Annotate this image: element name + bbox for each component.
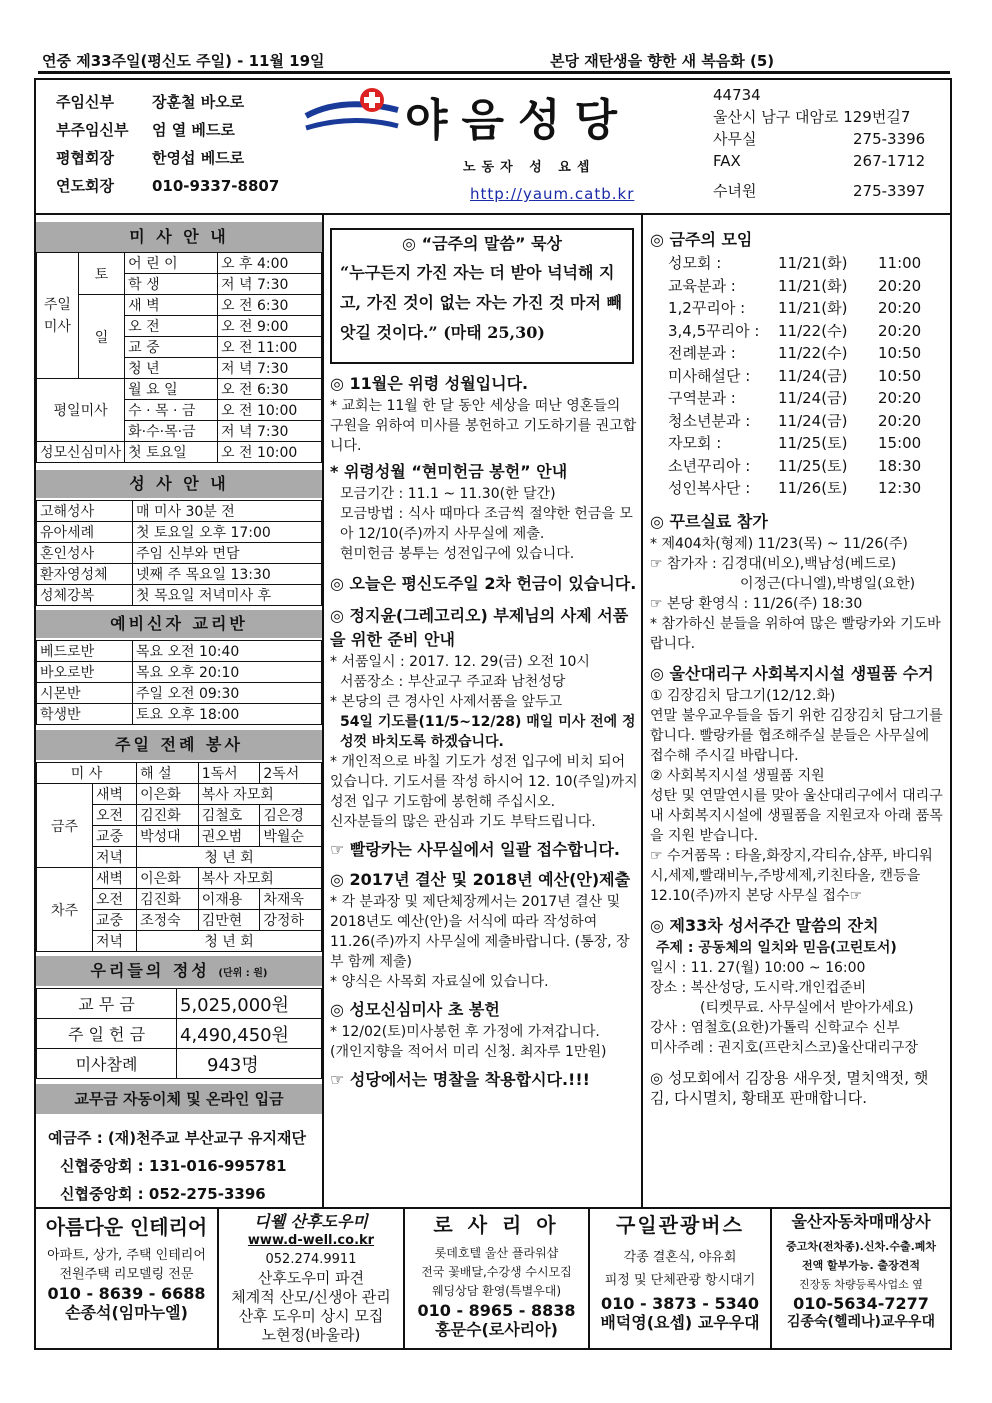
sacrament-title: 성 사 안 내 [36, 470, 322, 498]
liturgy-table: 미 사 해 설 1독서 2독서 금주 새벽 이은화 복사 자모회 오전 김진화 김철호 김은경 교중 박성대 권오범 박월순 저녁 청 년 회 차주 새벽 이은화 복사 자모회 오전 김진화 이재용 차재욱 교중 조정숙 김만현 강정하 저녁 청 년 회 [36, 762, 322, 952]
catechism-table: 베드로반 목요 오전 10:40 바오로반 목요 오후 20:10 시몬반 주일 오전 09:30 학생반 토요 오후 18:00 [36, 640, 322, 725]
website-link[interactable]: http://yaum.catb.kr [470, 185, 635, 203]
church-logo-icon [302, 86, 402, 146]
ad-rosaria: 로 사 리 아 롯데호텔 울산 플라워샵 전국 꽃배달,수강생 수시모집 웨딩상담 환영(특별우대) 010 - 8965 - 8838 홍문수(로사리아) [403, 1208, 588, 1350]
word-box: ◎ “금주의 말씀” 묵상 “누구든지 가진 자는 더 받아 넉넉해 지고, 가진 것이 없는 자는 가진 것 마저 빼앗길 것이다.” (마태 25,30) [330, 228, 634, 364]
top-bar [38, 48, 950, 74]
ad-interior: 아름다운 인테리어 아파트, 상가, 주택 인테리어 전원주택 리모델링 전문 010 - 8639 - 6688 손종석(임마누엘) [45, 1215, 208, 1322]
issue-date: 연중 제33주일(평신도 주일) - 11월 19일 [42, 52, 325, 70]
bank-info: 예금주 : (재)천주교 부산교구 유지재단 신협중앙회 : 131-016-995781 신협중앙회 : 052-275-3396 [48, 1129, 306, 1203]
notices-middle: ◎ 11월은 위령 성월입니다. * 교회는 11월 한 달 동안 세상을 떠난 영혼들의 구원을 위하여 미사를 봉헌하고 기도하기를 권고합니다. * 위령성월 “현미헌금 봉헌” 안내 모금기간 : 11.1 ~ 11.30(한 달간) 모금방법 : 식사 때마다 조금씩 절약한 헌금을 모아 12/10(주)까지 사무실에 제출. 현미헌금 봉투는 성전입구에 있습니다. ◎ 오늘은 평신도주일 2차 헌금이 있습니다. ◎ 정지윤(그레고리오) 부제님의 사제 서품을 위한 준비 안내 * 서품일시 : 2017. 12. 29(금) 오전 10시 서품장소 : 부산교구 주교좌 남천성당 * 본당의 큰 경사인 사제서품을 앞두고 54일 기도를(11/5~12/28) 매일 미사 전에 정성껏 바치도록 하겠습니다. * 개인적으로 바칠 기도가 성전 입구에 비치 되어 있습니다. 기도서를 작성 하시어 12. 10(주일)까지 성전 입구 기도함에 봉헌해 주십시오. 신자분들의 많은 관심과 기도 부탁드립니다. ☞ 빨랑카는 사무실에서 일괄 접수합니다. ◎ 2017년 결산 및 2018년 예산(안)제출 * 각 분과장 및 제단체장께서는 2017년 결산 및 2018년도 예산(안)을 서식에 따라 작성하여 11.26(주)까지 사무실에 제출바랍니다. (통장, 장부 함께 제출) * 양식은 사목회 자료실에 있습니다. ◎ 성모신심미사 초 봉헌 * 12/02(토)미사봉헌 후 가정에 가져갑니다. (개인지향을 적어서 미리 신청. 최자루 1만원) ☞ 성당에서는 명찰을 착용합시다.!!! [330, 374, 638, 1089]
meeting-table: 성모회 : 11/21(화) 11:00 교육분과 : 11/21(화) 20:20 1,2꾸리아 : 11/21(화) 20:20 3,4,5꾸리아 : 11/22(수) 20:20 전례분과 : 11/22(수) 10:50 미사해설단 : 11/24(금) 10:50 구역분과 : 11/24(금) 20:20 청소년분과 : 11/24(금) 20:20 자모회 : 11/25(토) 15:00 소년꾸리아 : 11/25(토) 18:30 성인복사단 : 11/26(토) 12:30 [668, 254, 922, 498]
liturgy-title: 주일 전례 봉사 [36, 730, 322, 760]
ad-postnatal: 디웰 산후도우미 www.d-well.co.kr 052.274.9911 산후도우미 파견 체계적 산모/신생아 관리 산후 도우미 상시 모집 노현정(바울라) [217, 1208, 403, 1350]
offering-table: 교 무 금 5,025,000원 주 일 헌 금 4,490,450원 미사참례 943명 [36, 988, 322, 1079]
bank-title: 교무금 자동이체 및 온라인 입금 [36, 1084, 322, 1114]
catechism-title: 예비신자 교리반 [36, 610, 322, 638]
contact-info: 44734 울산시 남구 대암로 129번길7 사무실 275-3396 FAX 267-1712 수녀원 275-3397 [713, 86, 926, 200]
ad-car-dealer: 울산자동차매매상사 중고차(전차종).신차.수출.폐차 전액 할부가능. 출장견적 진장동 차량등록사업소 옆 010-5634-7277 김종숙(헬레나)교우우대 [770, 1208, 950, 1350]
patron: 노동자 성 요셉 [463, 160, 596, 175]
staff-list: 주임신부 장훈철 바오로 부주임신부 엄 열 베드로 평협회장 한영섭 베드로 연도회장 010-9337-8807 [56, 93, 280, 195]
mass-title: 미 사 안 내 [36, 222, 322, 252]
notices-right: ◎ 금주의 모임 성모회 : 11/21(화) 11:00 교육분과 : 11/21(화) 20:20 1,2꾸리아 : 11/21(화) 20:20 3,4,5꾸리아 : 11/22(수) 20:20 전례분과 : 11/22(수) 10:50 미사해설단 : 11/24(금) 10:50 구역분과 : 11/24(금) 20:20 청소년분과 : 11/24(금) 20:20 자모회 : 11/25(토) 15:00 소년꾸리아 : 11/25(토) 18:30 성인복사단 : 11/26(토) 12:30 ◎ 꾸르실료 참가 * 제404차(형제) 11/23(목) ~ 11/26(주) ☞ 참가자 : 김경대(비오),백남성(베드로) 이정근(다니엘),박병일(요한) ☞ 본당 환영식 : 11/26(주) 18:30 * 참가하신 분들을 위하여 많은 빨랑카와 기도바랍니다. ◎ 울산대리구 사회복지시설 생필품 수거 ① 김장김치 담그기(12/12.화) 연말 불우교우들을 돕기 위한 김장김치 담그기를 합니다. 빨랑카를 협조해주실 분들은 사무실에 접수해 주시길 바랍니다. ② 사회복지시설 생필품 지원 성탄 및 연말연시를 맞아 울산대리구에서 대리구내 사회복지시설에 생필품을 지원코자 아래 품목을 지원 받습니다. ☞ 수거품목 : 타올,화장지,각티슈,샴푸, 바디워시,세제,빨래비누,주방세제,키친타올, 캔등을 12.10(주)까지 본당 사무실 접수☞ ◎ 제33차 성서주간 말씀의 잔치 주제 : 공동체의 일치와 믿음(고린토서) 일시 : 11. 27(월) 10:00 ~ 16:00 장소 : 복산성당, 도시락.개인컵준비 (티켓무료. 사무실에서 받아가세요) 강사 : 염철호(요한)가톨릭 신학교수 신부 미사주례 : 권지호(프란치스코)울산대리구장 ◎ 성모회에서 김장용 새우젓, 멸치액젓, 햇김, 다시멸치, 황태포 판매합니다. [650, 230, 943, 1107]
sacrament-table: 고해성사 매 미사 30분 전 유아세례 첫 토요일 오후 17:00 혼인성사 주임 신부와 면담 환자영성체 넷째 주 목요일 13:30 성체강복 첫 목요일 저녁미사 후 [36, 500, 322, 606]
ad-bus: 구일관광버스 각종 결혼식, 야유회 피정 및 단체관광 항시대기 010 - 3873 - 5340 배덕영(요셉) 교우우대 [588, 1208, 770, 1350]
mass-table: 주일미사 토 어 린 이 오 후 4:00 학 생 저 녁 7:30 일 새 벽 오 전 6:30 오 전 오 전 9:00 교 중 오 전 11:00 청 년 저 녁 7:30 평일미사 월 요 일 오 전 6:30 수 · 목 · 금 오 전 10:00 화·수·목·금 저 녁 7:30 성모신심미사 첫 토요일 오 전 10:00 [36, 252, 322, 463]
offering-title: 우리들의 정성 (단위 : 원) [36, 956, 322, 986]
slogan: 본당 재탄생을 향한 새 복음화 (5) [550, 52, 775, 70]
church-name: 야음성당 [405, 95, 632, 146]
